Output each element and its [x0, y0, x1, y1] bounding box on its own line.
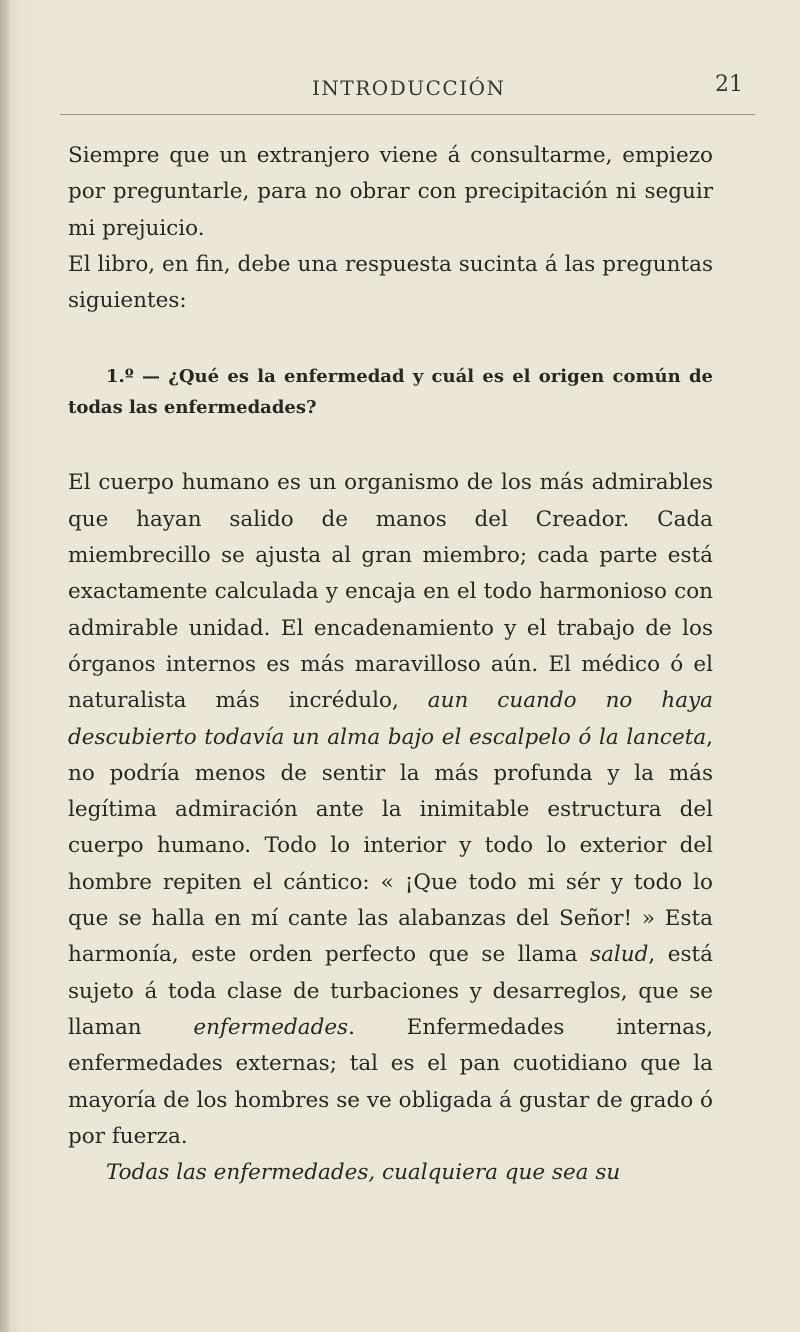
paragraph-3-text-a: El cuerpo humano es un organismo de los más admirables que hayan salido de manos del Creador. Cada miembrecillo se ajusta al gran miembro; cada parte está exactamente calculada y encaja en el todo harmonioso con admirable unidad. El encadenamiento y el trabajo de los órganos internos es más maravilloso aún. El médico ó el naturalista más incrédulo, [68, 470, 713, 714]
page-header [60, 68, 755, 108]
paragraph-3-italic-2: salud [590, 942, 649, 968]
header-rule [60, 114, 755, 115]
paragraph-3 [68, 465, 713, 1155]
paragraph-4 [68, 1155, 713, 1191]
running-head: INTRODUCCIÓN [312, 76, 506, 100]
paragraph-3-text-d: . Enfermedades internas, enfermedades externas; tal es el pan cuotidiano que la mayoría de los hombres se ve obligada á gustar de grado ó por fuerza. [68, 1014, 713, 1149]
paragraph-2: El libro, en fin, debe una respuesta sucinta á las preguntas siguientes: [68, 251, 713, 314]
paragraph-4-italic: Todas las enfermedades, cualquiera que sea su [106, 1160, 621, 1186]
paragraph-3-text-b: , no podría menos de sentir la más profunda y la más legítima admiración ante la inimitable estructura del cuerpo humano. Todo lo interior y todo lo exterior del hombre repiten el cántico: « ¡Que todo mi sér y todo lo que se halla en mí cante las alabanzas del Señor! » Esta harmonía, este orden perfecto que se llama [68, 724, 713, 968]
section-heading: 1.º — ¿Qué es la enfermedad y cuál es el origen común de todas las enfermedades? [68, 366, 713, 419]
paragraph-3-text-c: , está sujeto á toda clase de turbaciones y desarreglos, que se llaman [68, 942, 713, 1040]
page-number: 21 [715, 72, 743, 97]
paragraph-3-italic-3: enfermedades [193, 1014, 349, 1040]
page-spine-shadow [0, 0, 10, 1332]
paragraph-1: Siempre que un extranjero viene á consultarme, empiezo por preguntarle, para no obrar con precipitación ni seguir mi prejuicio. [68, 143, 713, 241]
body-text [68, 138, 713, 1191]
paragraph-3-italic-1: aun cuando no haya descubierto todavía un alma bajo el escalpelo ó la lanceta [68, 688, 713, 750]
